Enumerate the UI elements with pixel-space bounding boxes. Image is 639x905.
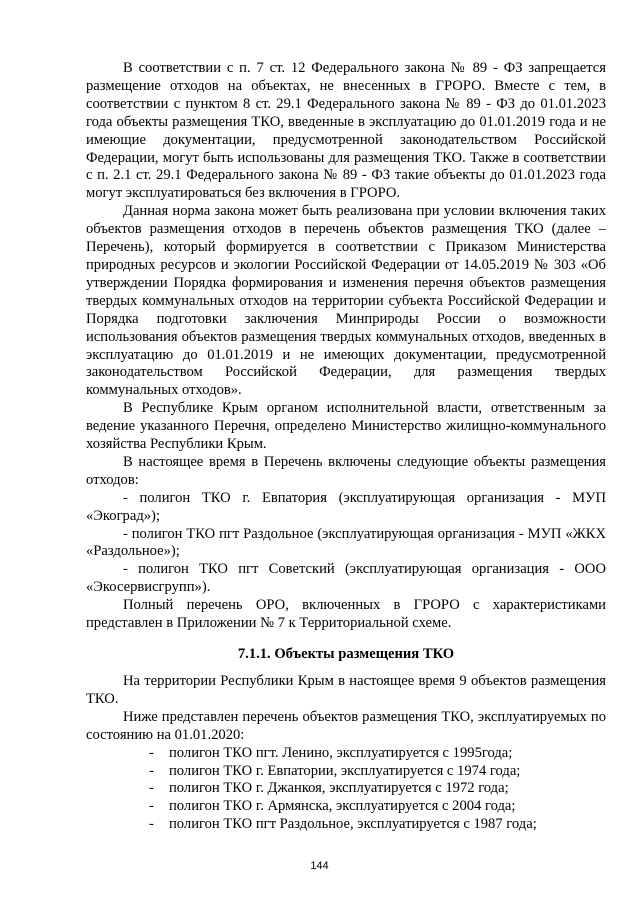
page-number: 144 <box>310 860 329 872</box>
paragraph: В настоящее время в Перечень включены следующие объекты размещения отходов: <box>86 453 606 488</box>
list-dash: - <box>149 816 154 833</box>
paragraph: В соответствии с п. 7 ст. 12 Федерального закона № 89 - ФЗ запрещается размещение отходов на объектах, не внесенных в ГРОРО. Вместе с тем, в соответствии с пунктом 8 ст. 29.1 Федерального закона № 89 - ФЗ до 01.01.2023 года объекты размещения ТКО, введенные в эксплуатацию до 01.01.2019 года и не имеющие документации, предусмотренной законодательством Российской Федерации, могут быть использованы для размещения ТКО. Также в соответствии с п. 2.1 ст. 29.1 Федерального закона № 89 - ФЗ такие объекты до 01.01.2023 года могут эксплуатироваться без включения в ГРОРО. <box>86 60 606 202</box>
landfill-list <box>86 745 606 835</box>
paragraph: На территории Республики Крым в настоящее время 9 объектов размещения ТКО. <box>86 673 606 707</box>
list-item <box>149 798 606 816</box>
document-page <box>86 60 606 834</box>
list-item <box>149 763 606 781</box>
list-item <box>149 816 606 834</box>
list-item-text: полигон ТКО г. Джанкоя, эксплуатируется с 1972 года; <box>169 780 509 797</box>
list-dash: - <box>149 798 154 815</box>
list-dash: - <box>149 744 154 761</box>
list-item-text: полигон ТКО пгт Раздольное, эксплуатируется с 1987 года; <box>169 816 537 833</box>
list-item-text: полигон ТКО пгт. Ленино, эксплуатируется с 1995года; <box>169 744 513 761</box>
list-item <box>149 780 606 798</box>
section-heading: 7.1.1. Объекты размещения ТКО <box>237 646 455 662</box>
paragraph: - полигон ТКО г. Евпатория (эксплуатирующая организация - МУП «Экоград»); <box>86 489 606 524</box>
paragraph: - полигон ТКО пгт Раздольное (эксплуатирующая организация - МУП «ЖКХ «Раздольное»); <box>86 525 606 560</box>
list-item <box>149 745 606 763</box>
paragraph: В Республике Крым органом исполнительной власти, ответственным за ведение указанного Перечня, определено Министерство жилищно-коммунального хозяйства Республики Крым. <box>86 400 606 453</box>
paragraph: Полный перечень ОРО, включенных в ГРОРО с характеристиками представлен в Приложении № 7 к Территориальной схеме. <box>86 597 606 632</box>
list-dash: - <box>149 780 154 797</box>
list-dash: - <box>149 762 154 779</box>
paragraph: - полигон ТКО пгт Советский (эксплуатирующая организация - ООО «Экосервисгрупп»). <box>86 561 606 596</box>
paragraph: Данная норма закона может быть реализована при условии включения таких объектов размещения отходов в перечень объектов размещения ТКО (далее – Перечень), который формируется в соответствии с Приказом Министерства природных ресурсов и экологии Российской Федерации от 14.05.2019 № 303 «Об утверждении Порядка формирования и изменения перечня объектов размещения твердых коммунальных отходов на территории субъекта Российской Федерации и Порядка подготовки заключения Минприроды России о возможности использования объектов размещения твердых коммунальных отходов, введенных в эксплуатацию до 01.01.2019 и не имеющих документации, предусмотренной законодательством Российской Федерации, для размещения твердых коммунальных отходов». <box>86 203 606 399</box>
paragraph: Ниже представлен перечень объектов размещения ТКО, эксплуатируемых по состоянию на 01.01.2020: <box>86 708 606 743</box>
list-item-text: полигон ТКО г. Армянска, эксплуатируется с 2004 года; <box>169 798 516 815</box>
list-item-text: полигон ТКО г. Евпатории, эксплуатируется с 1974 года; <box>169 762 521 779</box>
